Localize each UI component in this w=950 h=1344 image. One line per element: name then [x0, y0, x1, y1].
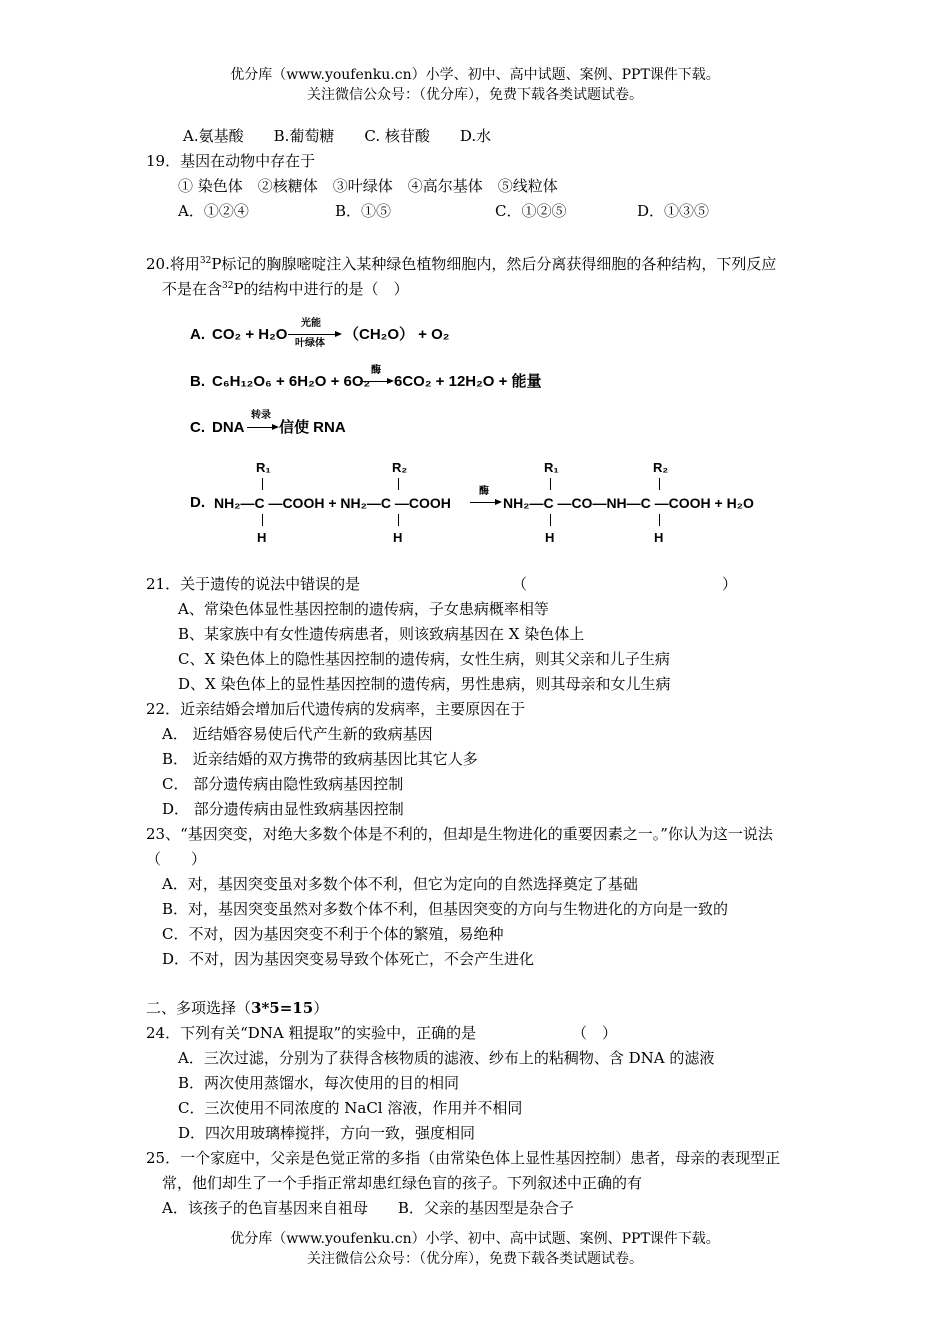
q21-answer-paren: （ ）: [512, 575, 738, 593]
q22-option-b: B． 近亲结婚的双方携带的致病基因比其它人多: [162, 750, 478, 768]
bond-line: [262, 514, 263, 526]
q20-stem-line-2: 不是在含$^{32}$P的结构中进行的是（ ）: [162, 280, 409, 298]
q22-option-d: D． 部分遗传病由显性致病基因控制: [162, 800, 404, 818]
reaction-d-r2-left: R₂: [392, 460, 408, 475]
q19-stem: 19．基因在动物中存在于: [146, 152, 316, 170]
q24-answer-paren: （ ）: [572, 1024, 618, 1042]
q25-stem-line-1: 25．一个家庭中，父亲是色觉正常的多指（由常染色体上显性基因控制）患者，母亲的表现型正: [146, 1149, 781, 1167]
q23-option-b: B．对，基因突变虽然对多数个体不利，但基因突变的方向与生物进化的方向是一致的: [162, 900, 729, 918]
arrow-icon: [470, 502, 500, 503]
reaction-d-h-2: H: [393, 530, 403, 545]
q23-option-d: D．不对，因为基因突变易导致个体死亡，不会产生进化: [162, 950, 535, 968]
q19-option-d: D．①③⑤: [637, 202, 710, 220]
reaction-c-condition: 转录: [251, 410, 271, 421]
q23-option-a: A．对，基因突变虽对多数个体不利，但它为定向的自然选择奠定了基础: [162, 875, 638, 893]
q19-option-c: C．①②⑤: [495, 202, 567, 220]
reaction-c-label: C.: [190, 419, 205, 436]
reaction-a-condition-bottom: 叶绿体: [295, 338, 325, 349]
header-line-2: 关注微信公众号：（优分库），免费下载各类试题试卷。: [307, 87, 643, 103]
reaction-d-products: NH₂—C —CO—NH—C —COOH + H₂O: [503, 495, 754, 511]
q21-option-d: D、X 染色体上的显性基因控制的遗传病，男性患病，则其母亲和女儿生病: [178, 675, 671, 693]
reaction-a-reactants: CO₂ + H₂O: [212, 326, 288, 343]
reaction-d-h-4: H: [654, 530, 664, 545]
q18-options: A.氨基酸 B.葡萄糖 C. 核苷酸 D.水: [183, 127, 492, 145]
reaction-d-label: D.: [190, 494, 205, 511]
arrow-icon: [247, 427, 277, 428]
q24-option-d: D．四次用玻璃棒搅拌，方向一致，强度相同: [178, 1124, 476, 1142]
bond-line: [398, 478, 399, 490]
reaction-d-h-3: H: [545, 530, 555, 545]
bond-line: [659, 514, 660, 526]
bond-line: [262, 478, 263, 490]
reaction-d-r1-right: R₁: [544, 460, 559, 475]
reaction-a-products: （CH₂O） + O₂: [344, 326, 450, 343]
q24-option-c: C．三次使用不同浓度的 NaCl 溶液，作用并不相同: [178, 1099, 523, 1117]
reaction-a-condition-top: 光能: [301, 318, 321, 329]
reaction-c-reactant: DNA: [212, 419, 245, 436]
q25-options-ab: A．该孩子的色盲基因来自祖母 B．父亲的基因型是杂合子: [162, 1199, 574, 1217]
q24-option-b: B．两次使用蒸馏水，每次使用的目的相同: [178, 1074, 460, 1092]
bond-line: [398, 514, 399, 526]
q22-stem: 22．近亲结婚会增加后代遗传病的发病率，主要原因在于: [146, 700, 526, 718]
reaction-d-r1-left: R₁: [256, 460, 271, 475]
q20-stem-line-1: 20.将用$^{32}$P标记的胸腺嘧啶注入某种绿色植物细胞内，然后分离获得细胞的各种结构，下列反应: [146, 255, 777, 273]
header-line-1: 优分库（www.youfenku.cn）小学、初中、高中试题、案例、PPT课件下载。: [230, 67, 720, 83]
reaction-c-product: 信使 RNA: [279, 419, 346, 436]
reaction-b-label: B.: [190, 373, 205, 390]
reaction-b-reactants: C₆H₁₂O₆ + 6H₂O + 6O₂: [212, 373, 371, 390]
q24-option-a: A．三次过滤，分别为了获得含核物质的滤液、纱布上的粘稠物、含 DNA 的滤液: [178, 1049, 715, 1067]
q23-stem-line-2: （ ）: [146, 850, 207, 868]
q24-stem: 24．下列有关“DNA 粗提取”的实验中，正确的是: [146, 1024, 477, 1042]
bond-line: [550, 514, 551, 526]
q21-option-b: B、某家族中有女性遗传病患者，则该致病基因在 X 染色体上: [178, 625, 585, 643]
q22-option-a: A． 近结婚容易使后代产生新的致病基因: [162, 725, 433, 743]
q23-stem-line-1: 23、“基因突变，对绝大多数个体是不利的，但却是生物进化的重要因素之一。”你认为这一说法: [146, 825, 773, 843]
q25-stem-line-2: 常，他们却生了一个手指正常却患红绿色盲的孩子。下列叙述中正确的有: [162, 1174, 643, 1192]
reaction-b-condition: 酶: [371, 365, 381, 376]
footer-line-1: 优分库（www.youfenku.cn）小学、初中、高中试题、案例、PPT课件下载。: [230, 1231, 720, 1247]
reaction-d-h-1: H: [257, 530, 267, 545]
q19-option-b: B．①⑤: [335, 202, 392, 220]
section-2-title: 二、多项选择（3*5=15）: [146, 999, 329, 1017]
q21-option-c: C、X 染色体上的隐性基因控制的遗传病，女性生病，则其父亲和儿子生病: [178, 650, 670, 668]
arrow-icon: [288, 334, 340, 335]
q19-option-a: A．①②④: [178, 202, 249, 220]
footer-line-2: 关注微信公众号：（优分库），免费下载各类试题试卷。: [307, 1251, 643, 1267]
reaction-b-products: 6CO₂ + 12H₂O + 能量: [394, 373, 542, 390]
q19-items: ① 染色体 ②核糖体 ③叶绿体 ④高尔基体 ⑤线粒体: [178, 177, 558, 195]
arrow-icon: [360, 381, 392, 382]
reaction-d-condition: 酶: [479, 486, 489, 497]
reaction-a-label: A.: [190, 326, 205, 343]
q21-option-a: A、常染色体显性基因控制的遗传病，子女患病概率相等: [178, 600, 549, 618]
bond-line: [659, 478, 660, 490]
reaction-d-reactants: NH₂—C —COOH + NH₂—C —COOH: [214, 495, 451, 511]
bond-line: [550, 478, 551, 490]
q23-option-c: C．不对，因为基因突变不利于个体的繁殖，易绝种: [162, 925, 504, 943]
q22-option-c: C． 部分遗传病由隐性致病基因控制: [162, 775, 404, 793]
reaction-d-r2-right: R₂: [653, 460, 669, 475]
q21-stem: 21．关于遗传的说法中错误的是: [146, 575, 361, 593]
